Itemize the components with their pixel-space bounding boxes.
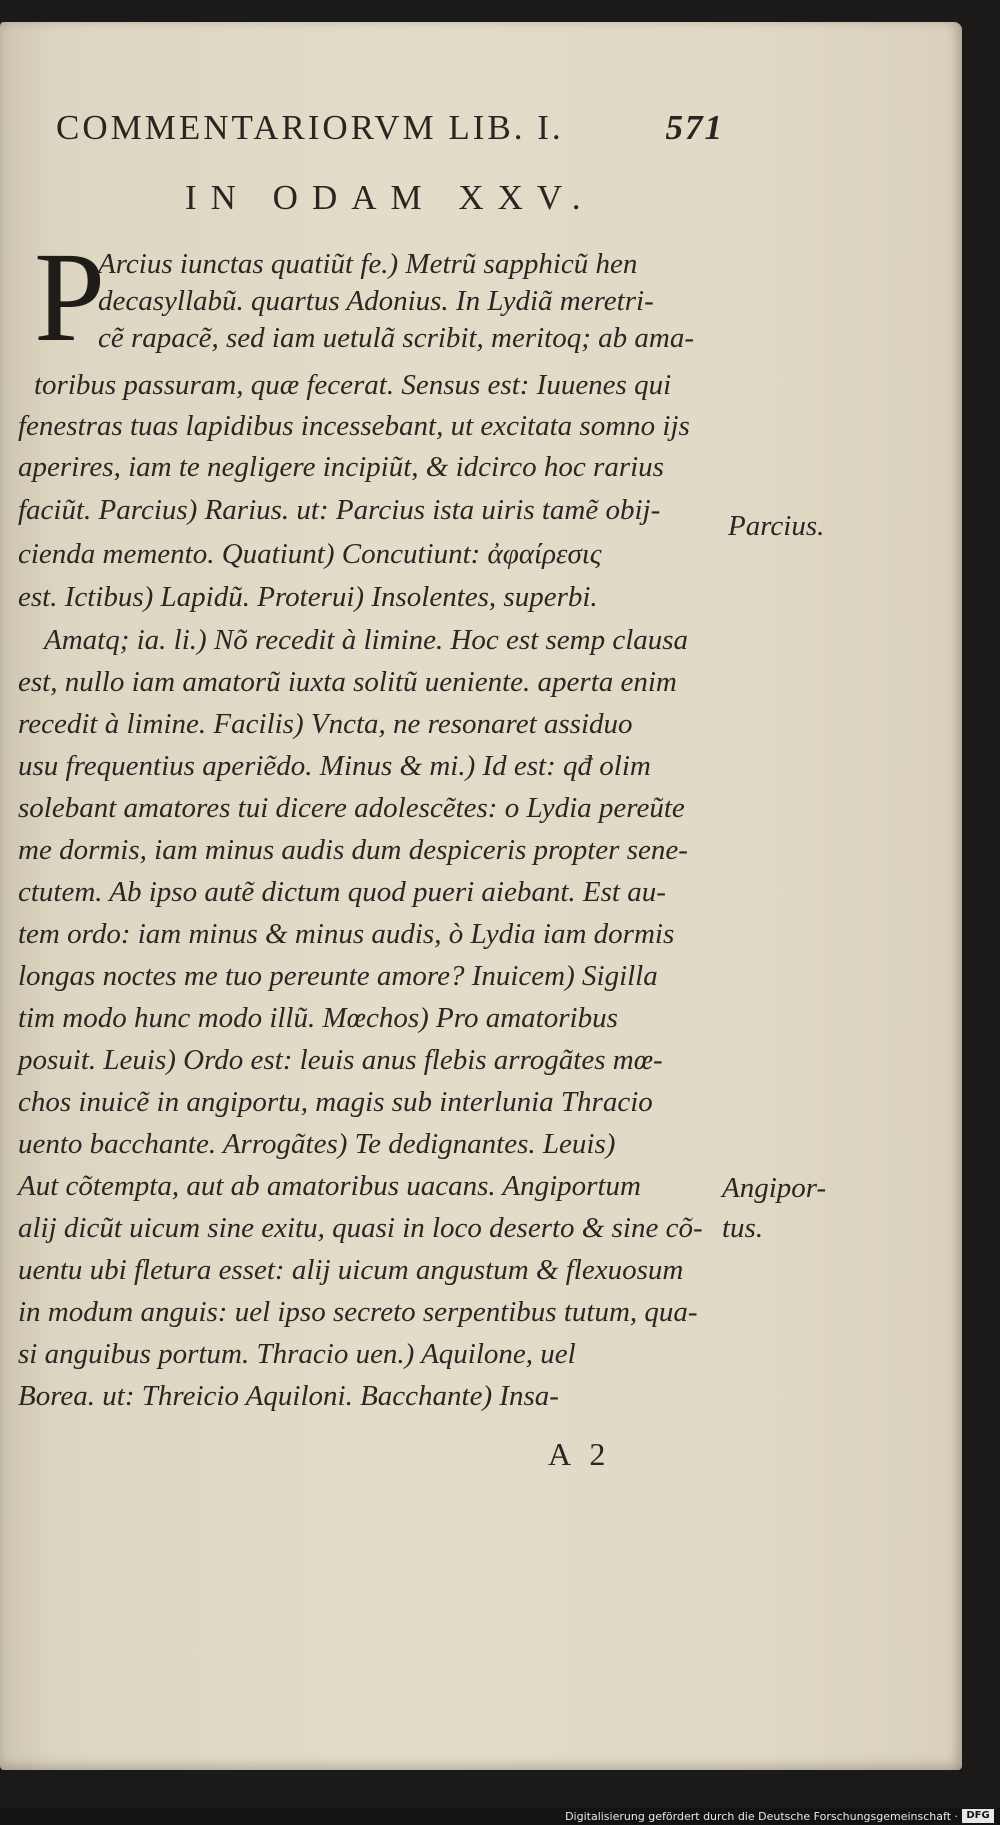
text-line: est. Ictibus) Lapidũ. Proterui) Insolentes, superbi. bbox=[18, 581, 598, 613]
text-line: solebant amatores tui dicere adolescẽtes: o Lydia pereũte bbox=[18, 792, 685, 824]
margin-note-parcius: Parcius. bbox=[728, 510, 825, 542]
text-line: in modum anguis: uel ipso secreto serpentibus tutum, qua- bbox=[18, 1296, 698, 1328]
text-line: uentu ubi fletura esset: alij uicum angustum & flexuosum bbox=[18, 1254, 684, 1286]
page-number: 571 bbox=[665, 108, 724, 147]
text-line: fenestras tuas lapidibus incessebant, ut excitata somno ijs bbox=[18, 410, 690, 442]
text-line: me dormis, iam minus audis dum despiceris propter sene- bbox=[18, 834, 688, 866]
text-line: est, nullo iam amatorũ iuxta solitũ ueniente. aperta enim bbox=[18, 666, 677, 698]
text-line: toribus passuram, quæ fecerat. Sensus est: Iuuenes qui bbox=[34, 369, 672, 401]
text-line: longas noctes me tuo pereunte amore? Inuicem) Sigilla bbox=[18, 960, 658, 992]
text-line: cẽ rapacẽ, sed iam uetulã scribit, meritoq; ab ama- bbox=[98, 322, 695, 354]
text-line: aperires, iam te negligere incipiũt, & idcirco hoc rarius bbox=[18, 451, 664, 483]
drop-cap: P bbox=[34, 226, 106, 368]
text-line: alij dicũt uicum sine exitu, quasi in loco deserto & sine cõ- bbox=[18, 1212, 703, 1244]
text-line: cienda memento. Quatiunt) Concutiunt: ἀφαίρεσις bbox=[18, 538, 602, 570]
text-line: chos inuicẽ in angiportu, magis sub interlunia Thracio bbox=[18, 1086, 653, 1118]
text-line: Amatq; ia. li.) Nõ recedit à limine. Hoc est semp clausa bbox=[44, 624, 689, 656]
text-line: uento bacchante. Arrogãtes) Te dedignantes. Leuis) bbox=[18, 1128, 616, 1160]
text-line: ctutem. Ab ipso autẽ dictum quod pueri aiebant. Est au- bbox=[18, 876, 666, 908]
text-line: Arcius iunctas quatiũt fe.) Metrũ sapphicũ hen bbox=[98, 248, 638, 280]
text-line: faciũt. Parcius) Rarius. ut: Parcius ista uiris tamẽ obij- bbox=[18, 494, 661, 526]
text-line: decasyllabũ. quartus Adonius. In Lydiã meretri- bbox=[98, 285, 654, 317]
footer-credit: Digitalisierung gefördert durch die Deutsche Forschungsgemeinschaft · bbox=[565, 1810, 958, 1823]
signature-mark: A 2 bbox=[548, 1436, 612, 1472]
text-line: Aut cõtempta, aut ab amatoribus uacans. Angiportum bbox=[18, 1170, 641, 1202]
text-line: posuit. Leuis) Ordo est: leuis anus flebis arrogãtes mœ- bbox=[18, 1044, 663, 1076]
text-line: Borea. ut: Threicio Aquiloni. Bacchante) Insa- bbox=[18, 1380, 559, 1412]
page-header bbox=[56, 108, 724, 148]
margin-note-angiportus-2: tus. bbox=[722, 1212, 764, 1244]
running-title: COMMENTARIORVM LIB. I. bbox=[56, 108, 564, 147]
ode-title: IN ODAM XXV. bbox=[185, 178, 595, 217]
margin-note-angiportus-1: Angipor- bbox=[722, 1172, 827, 1204]
text-line: tem ordo: iam minus & minus audis, ò Lydia iam dormis bbox=[18, 918, 675, 950]
text-line: recedit à limine. Facilis) Vncta, ne resonaret assiduo bbox=[18, 708, 633, 740]
dfg-logo: DFG bbox=[962, 1809, 994, 1823]
text-line: usu frequentius aperiẽdo. Minus & mi.) Id est: qđ olim bbox=[18, 750, 651, 782]
text-line: tim modo hunc modo illũ. Mœchos) Pro amatoribus bbox=[18, 1002, 618, 1034]
text-line: si anguibus portum. Thracio uen.) Aquilone, uel bbox=[18, 1338, 576, 1370]
